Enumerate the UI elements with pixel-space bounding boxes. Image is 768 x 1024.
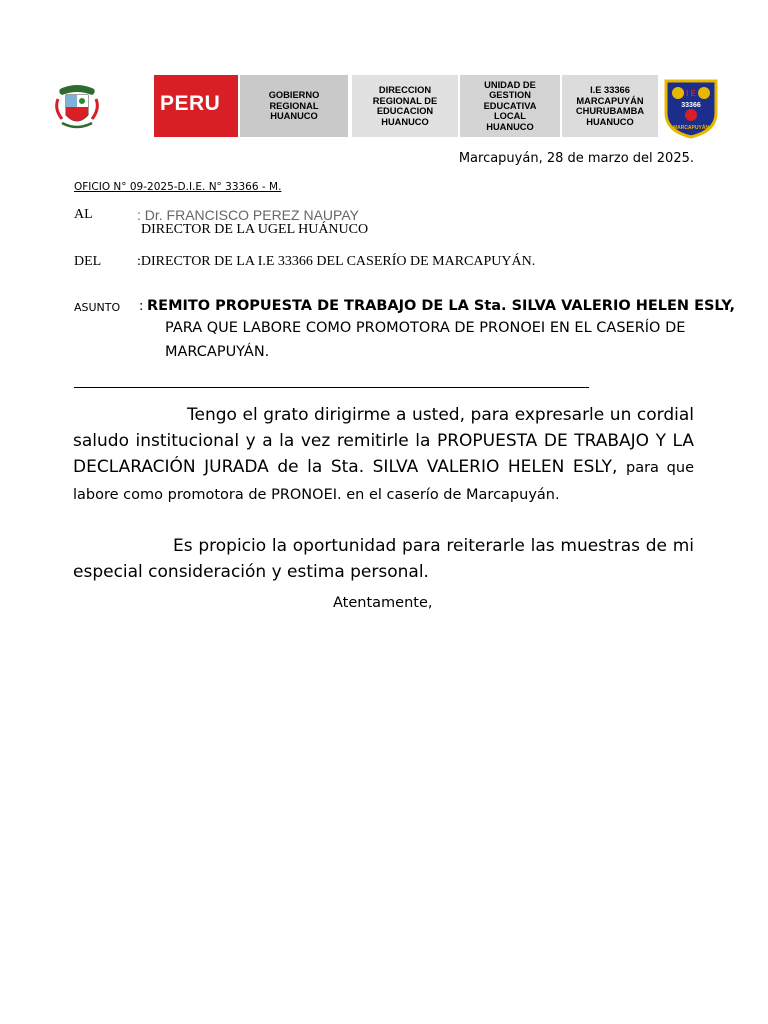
header-cell-institucion bbox=[562, 75, 658, 137]
body-paragraph-1-main: Tengo el grato dirigirme a usted, para expresarle un cordial saludo institucional y a la vez remitirle la PROPUESTA DE TRABAJO Y LA DECLARACIÓN JURADA de la Sta. SILVA VALERIO HELEN ESLY, bbox=[73, 405, 694, 477]
peru-brand-white-panel bbox=[102, 75, 154, 137]
header-cell-line: DIRECCION bbox=[378, 85, 432, 95]
header-cell-line: REGIONAL bbox=[269, 100, 319, 111]
recipient-role: DIRECTOR DE LA UGEL HUÁNUCO bbox=[141, 222, 369, 237]
recipient-label: AL bbox=[74, 207, 93, 222]
header-cell-gobierno-regional bbox=[240, 75, 348, 137]
oficio-number: OFICIO N° 09-2025-D.I.E. N° 33366 - M. bbox=[74, 181, 282, 193]
header-cell-ugel bbox=[460, 75, 560, 137]
body-paragraph-2 bbox=[73, 533, 694, 585]
recipient-name: : Dr. FRANCISCO PEREZ NAUPAY bbox=[137, 207, 359, 223]
logo-place: MARCAPUYÁN bbox=[672, 125, 710, 131]
subject-line-3: MARCAPUYÁN. bbox=[165, 344, 270, 360]
header-cell-line: HUANUCO bbox=[586, 116, 634, 127]
letter-date: Marcapuyán, 28 de marzo del 2025. bbox=[458, 151, 694, 166]
header-cell-line: GESTION bbox=[489, 90, 531, 101]
subject-line-2: PARA QUE LABORE COMO PROMOTORA DE PRONOEI EN EL CASERÍO DE bbox=[165, 320, 686, 336]
header-cell-line: CHURUBAMBA bbox=[575, 106, 645, 116]
header-cell-line: I.E 33366 bbox=[590, 85, 630, 95]
body-paragraph-1-tail: para que labore como promotora de PRONOEI. en el caserío de Marcapuyán. bbox=[73, 460, 694, 503]
peru-brand-text: PERU bbox=[160, 92, 221, 115]
peru-coat-of-arms-icon bbox=[52, 79, 102, 133]
body-paragraph-2-text: Es propicio la oportunidad para reiterarle las muestras de mi especial consideración y estima personal. bbox=[73, 536, 694, 582]
school-shield-logo-icon bbox=[662, 77, 720, 139]
peru-brand-block bbox=[102, 75, 238, 137]
subject-colon: : bbox=[139, 299, 144, 314]
letterhead-banner bbox=[52, 75, 710, 139]
header-cell-line: GOBIERNO bbox=[268, 90, 320, 101]
header-cell-line: MARCAPUYÁN bbox=[576, 95, 644, 106]
header-cell-line: HUANUCO bbox=[486, 121, 534, 132]
header-cell-line: LOCAL bbox=[493, 111, 526, 122]
header-cell-line: EDUCACION bbox=[376, 106, 434, 116]
header-cell-line: EDUCATIVA bbox=[483, 100, 537, 111]
subject-label: ASUNTO bbox=[74, 301, 121, 314]
header-cell-direccion-regional bbox=[352, 75, 458, 137]
sender-value: :DIRECTOR DE LA I.E 33366 DEL CASERÍO DE MARCAPUYÁN. bbox=[137, 254, 536, 269]
separator-line bbox=[74, 387, 589, 388]
closing-salutation: Atentamente, bbox=[333, 595, 433, 611]
header-cell-line: HUANUCO bbox=[270, 111, 318, 122]
header-cell-line: REGIONAL DE bbox=[372, 95, 438, 106]
body-paragraph-1 bbox=[73, 402, 694, 508]
logo-number: 33366 bbox=[681, 102, 701, 109]
logo-letters: I E bbox=[686, 89, 696, 98]
subject-line-1: REMITO PROPUESTA DE TRABAJO DE LA Sta. SILVA VALERIO HELEN ESLY, bbox=[147, 298, 736, 314]
header-cell-line: HUANUCO bbox=[381, 116, 429, 127]
header-cell-line: UNIDAD DE bbox=[484, 79, 536, 90]
sender-label: DEL bbox=[74, 254, 102, 269]
